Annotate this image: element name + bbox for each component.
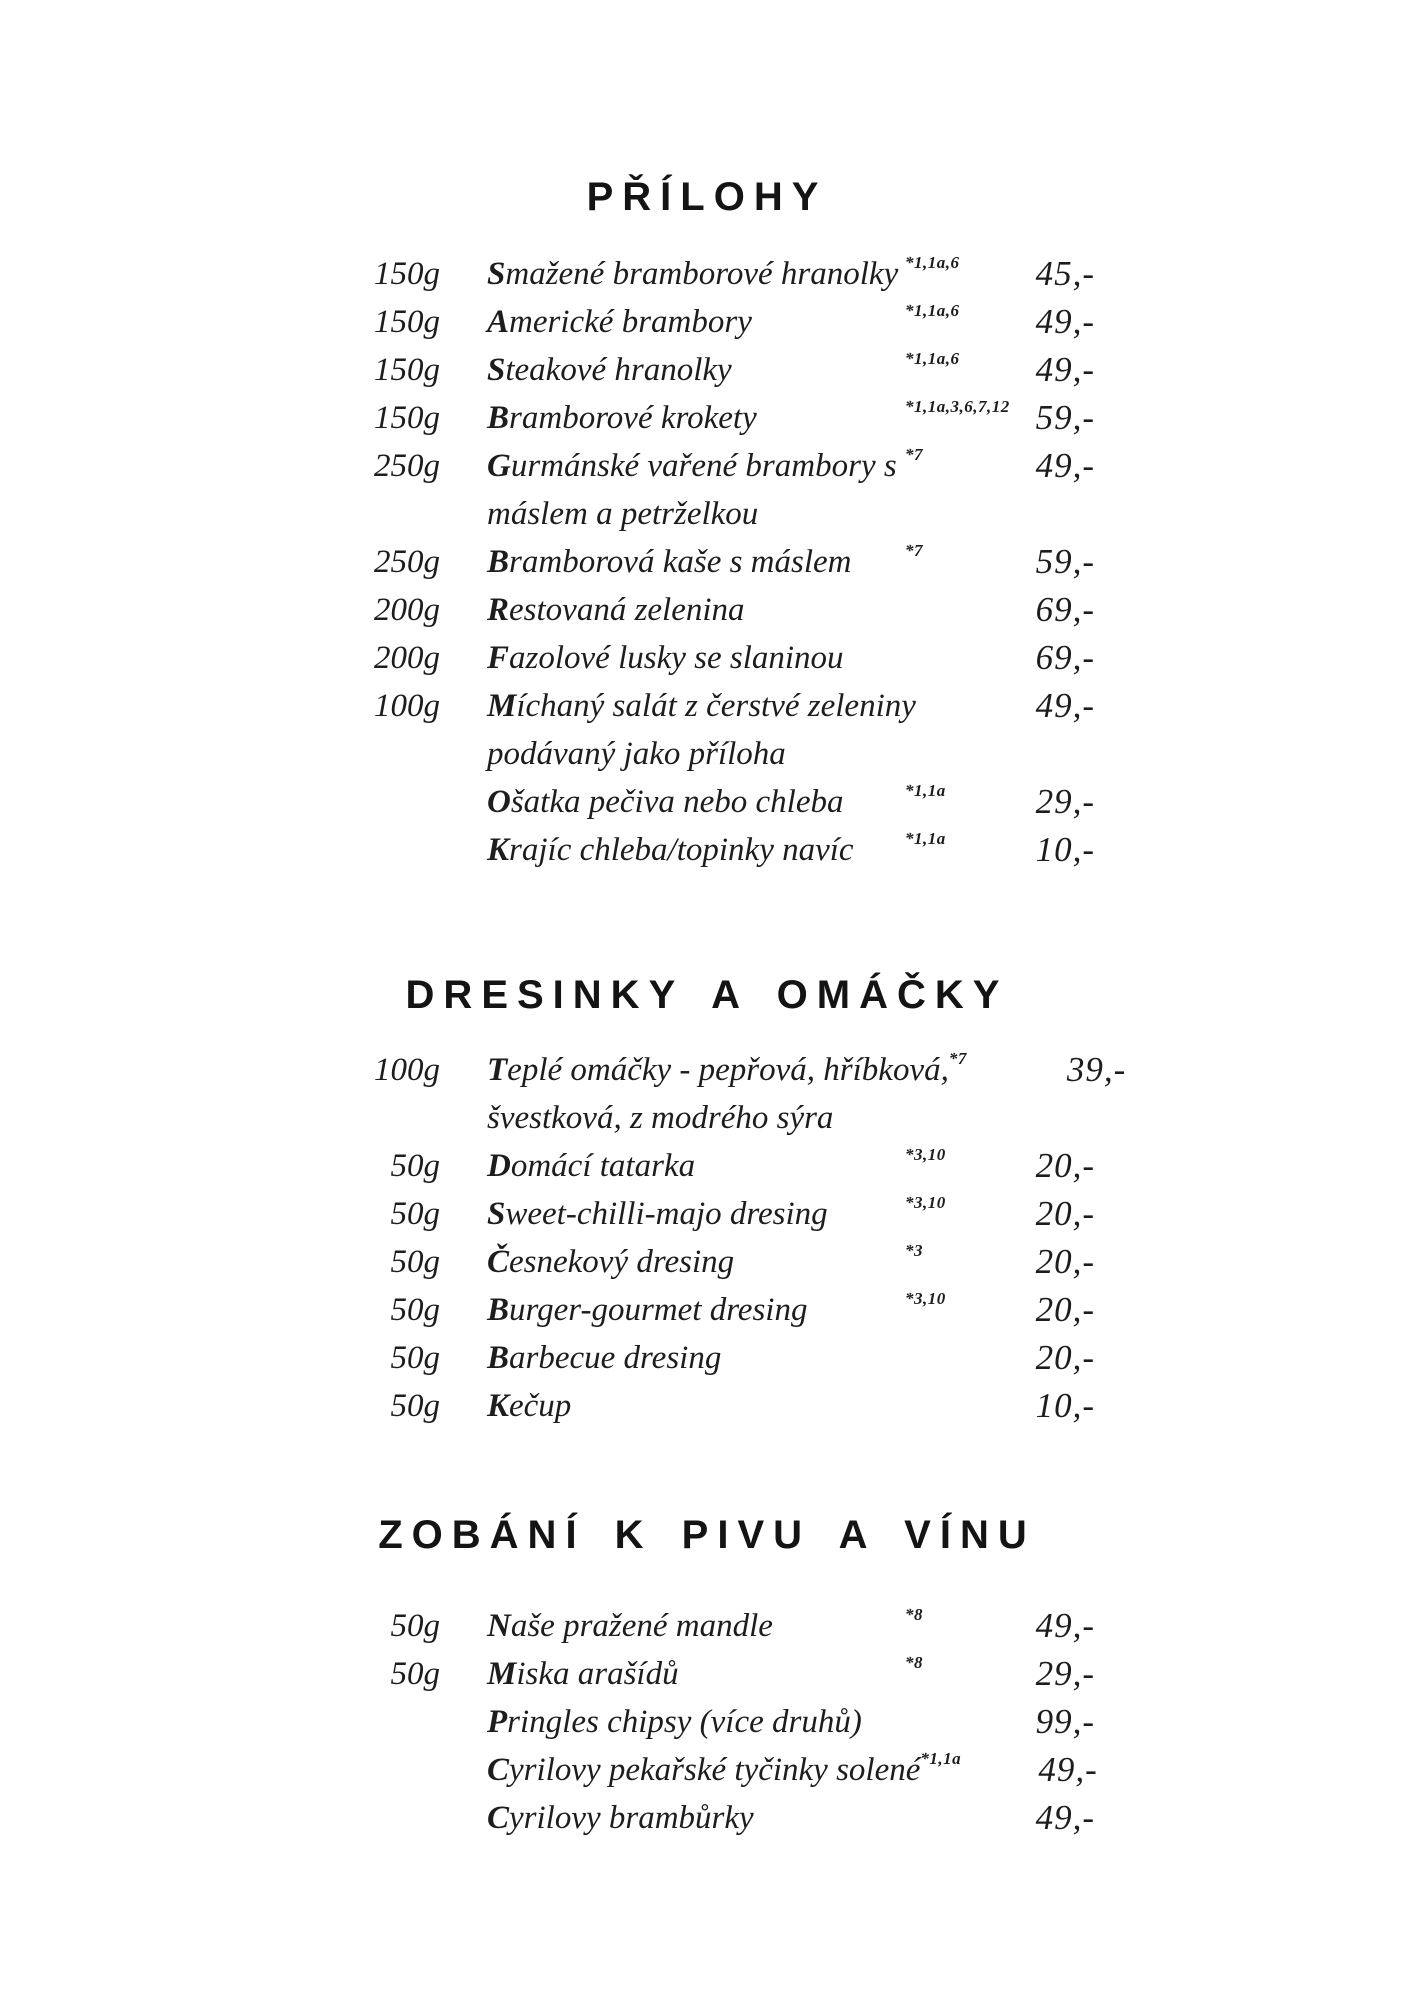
item-allergens: *1,1a,6 [905,301,960,320]
item-initial: M [487,1656,517,1692]
item-name: Burger-gourmet dresing [487,1292,808,1328]
menu-item-row [280,1382,1095,1430]
item-allergens: *7 [948,1049,967,1068]
section-title-zobani: ZOBÁNÍ K PIVU A VÍNU [378,1513,1036,1557]
item-weight: 50g [390,1608,440,1644]
item-initial: A [487,304,510,340]
item-initial: S [487,256,506,292]
menu-item-row [280,1286,1095,1334]
item-name: Ošatka pečiva nebo chleba [487,784,844,820]
item-name: Cyrilovy pekařské tyčinky solené [487,1752,921,1788]
item-name: Bramborová kaše s máslem [487,544,852,580]
item-weight: 50g [390,1340,440,1376]
item-price: 10,- [1035,1386,1095,1425]
menu-item-row [280,442,1095,538]
item-price: 99,- [1035,1702,1095,1741]
menu-item-row [280,1746,1098,1794]
item-initial: T [487,1052,508,1088]
item-price: 49,- [1035,1606,1095,1645]
item-price: 29,- [1035,1654,1095,1693]
menu-item-row [280,634,1095,682]
item-price: 49,- [1035,302,1095,341]
item-name: Teplé omáčky - pepřová, hříbková, švestková, z modrého sýra [487,1052,949,1136]
item-weight: 50g [390,1656,440,1692]
item-weight: 50g [390,1292,440,1328]
item-initial: M [487,688,517,724]
item-initial: K [487,1388,510,1424]
item-name: Cyrilovy brambůrky [487,1800,754,1836]
item-weight: 250g [374,544,440,580]
item-initial: S [487,1196,506,1232]
item-name: Pringles chipsy (více druhů) [487,1704,862,1740]
item-name: Naše pražené mandle [487,1608,773,1644]
item-allergens: *1,1a,6 [905,349,960,368]
item-price: 20,- [1035,1242,1095,1281]
item-price: 49,- [1035,446,1095,485]
item-initial: B [487,400,510,436]
item-initial: S [487,352,506,388]
item-weight: 50g [390,1148,440,1184]
item-initial: K [487,832,510,868]
item-initial: N [487,1608,511,1644]
item-allergens: *8 [905,1653,923,1672]
item-initial: C [487,1800,510,1836]
item-name: Domácí tatarka [487,1148,696,1184]
section-items-prilohy [280,250,1095,874]
menu-item-row [280,1046,1127,1142]
item-name: Smažené bramborové hranolky [487,256,899,292]
item-allergens: *3,10 [905,1193,946,1212]
item-weight: 100g [374,688,440,724]
item-price: 20,- [1035,1146,1095,1185]
item-price: 69,- [1035,638,1095,677]
item-name: Americké brambory [487,304,752,340]
item-weight: 200g [374,640,440,676]
item-allergens: *1,1a,3,6,7,12 [905,397,1010,416]
menu-item-row [280,682,1095,778]
item-allergens: *7 [905,445,923,464]
item-initial: C [487,1752,510,1788]
item-price: 39,- [1066,1050,1127,1089]
item-weight: 200g [374,592,440,628]
item-weight: 150g [374,256,440,292]
item-price: 49,- [1038,1750,1098,1789]
item-price: 69,- [1035,590,1095,629]
item-allergens: *1,1a [905,781,946,800]
item-weight: 50g [390,1196,440,1232]
section-title-prilohy: PŘÍLOHY [586,175,828,219]
item-weight: 100g [374,1052,440,1088]
item-price: 20,- [1035,1194,1095,1233]
item-allergens: *3,10 [905,1289,946,1308]
item-name: Kečup [487,1388,572,1424]
item-name: Gurmánské vařené brambory s máslem a petrželkou [487,448,897,532]
section-items-dresinky [280,1046,1127,1430]
item-name: Restovaná zelenina [487,592,745,628]
item-price: 59,- [1035,542,1095,581]
item-name: Fazolové lusky se slaninou [487,640,844,676]
item-name: Sweet-chilli-majo dresing [487,1196,828,1232]
menu-item-row [280,1650,1095,1698]
menu-item-row [280,1794,1095,1842]
item-allergens: *8 [905,1605,923,1624]
item-weight: 250g [374,448,440,484]
item-initial: R [487,592,510,628]
item-price: 49,- [1035,1798,1095,1837]
item-allergens: *3,10 [905,1145,946,1164]
item-name: Miska arašídů [487,1656,679,1692]
item-price: 10,- [1035,830,1095,869]
item-initial: B [487,1292,510,1328]
item-price: 45,- [1035,254,1095,293]
item-initial: P [487,1704,508,1740]
item-initial: Č [487,1244,510,1280]
section-items-zobani [280,1602,1098,1842]
item-initial: G [487,448,511,484]
menu-item-row [280,538,1095,586]
menu-item-row [280,586,1095,634]
section-title-dresinky: DRESINKY A OMÁČKY [405,973,1009,1017]
item-weight: 150g [374,352,440,388]
item-allergens: *3 [905,1241,923,1260]
item-weight: 150g [374,304,440,340]
menu-item-row [280,826,1095,874]
item-initial: B [487,1340,510,1376]
item-price: 49,- [1035,350,1095,389]
item-name: Česnekový dresing [487,1244,735,1280]
item-name: Barbecue dresing [487,1340,722,1376]
item-name: Bramborové krokety [487,400,757,436]
item-price: 59,- [1035,398,1095,437]
item-initial: B [487,544,510,580]
item-allergens: *1,1a [920,1749,962,1768]
item-initial: D [487,1148,511,1184]
item-price: 20,- [1035,1338,1095,1377]
item-allergens: *1,1a,6 [905,253,960,272]
item-weight: 50g [390,1244,440,1280]
item-initial: O [487,784,511,820]
item-name: Míchaný salát z čerstvé zeleniny podávaný jako příloha [487,688,916,772]
menu-item-row [280,1334,1095,1382]
item-name: Krajíc chleba/topinky navíc [487,832,854,868]
item-initial: F [487,640,510,676]
item-weight: 50g [390,1388,440,1424]
item-price: 20,- [1035,1290,1095,1329]
item-name: Steakové hranolky [487,352,732,388]
item-allergens: *7 [905,541,923,560]
item-price: 29,- [1035,782,1095,821]
item-price: 49,- [1035,686,1095,725]
item-weight: 150g [374,400,440,436]
item-allergens: *1,1a [905,829,946,848]
